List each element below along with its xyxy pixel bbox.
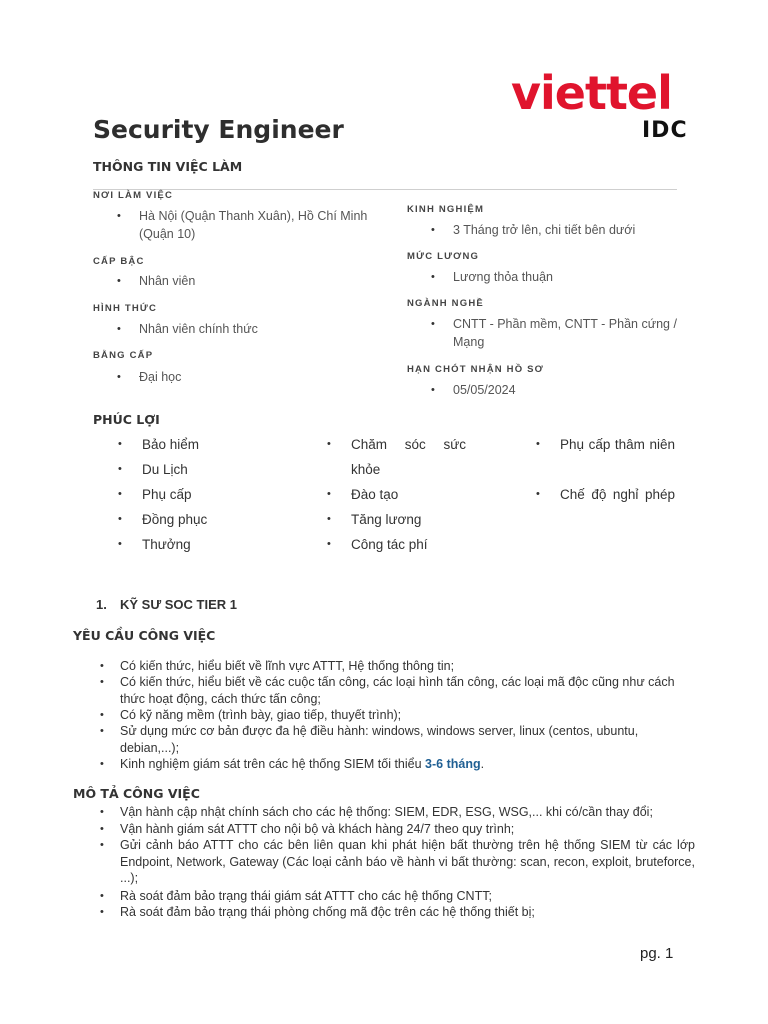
benefit-item: • Đồng phục <box>142 507 207 532</box>
requirement-item-siem <box>120 756 695 773</box>
benefit-item: • Chăm sóc sức khỏe <box>351 432 466 482</box>
value-workplace: • Hà Nội (Quận Thanh Xuân), Hồ Chí Minh (Quận 10) <box>139 207 379 243</box>
requirement-item: • Có kiến thức, hiểu biết về các cuộc tấn công, các loại hình tấn công, các loại mã độc cũng như cách thức hoạt động, cách thức tấn công; <box>120 674 695 707</box>
label-industry: NGÀNH NGHỀ <box>407 298 484 309</box>
label-level: CẤP BẬC <box>93 256 145 267</box>
benefit-item: • Du Lịch <box>142 457 188 482</box>
benefit-item: • Thưởng <box>142 532 191 557</box>
label-experience: KINH NGHIỆM <box>407 204 485 215</box>
highlight-duration: 3-6 tháng <box>425 757 481 771</box>
requirements-heading: YÊU CẦU CÔNG VIỆC <box>73 628 216 643</box>
benefit-item: • Đào tạo <box>351 482 398 507</box>
description-item: • Rà soát đảm bảo trạng thái giám sát ATTT cho các hệ thống CNTT; <box>120 888 695 905</box>
requirement-item: • Sử dụng mức cơ bản được đa hệ điều hành: windows, windows server, linux (centos, ubuntu, debian,...); <box>120 723 695 756</box>
description-item: • Vận hành cập nhật chính sách cho các hệ thống: SIEM, EDR, ESG, WSG,... khi có/cần thay đổi; <box>120 804 695 821</box>
idc-logo-text: IDC <box>642 118 688 143</box>
requirement-suffix: . <box>480 757 485 771</box>
divider <box>93 189 677 190</box>
page-number: pg. 1 <box>640 945 674 962</box>
benefit-item: • Công tác phí <box>351 532 428 557</box>
value-employment-type: • Nhân viên chính thức <box>139 320 258 338</box>
value-degree: • Đại học <box>139 368 181 386</box>
requirement-item: • Có kỹ năng mềm (trình bày, giao tiếp, thuyết trình); <box>120 707 695 724</box>
benefit-item: • Chế độ nghỉ phép <box>560 482 675 507</box>
label-salary: MỨC LƯƠNG <box>407 251 480 262</box>
section-title: KỸ SƯ SOC TIER 1 <box>120 597 237 612</box>
description-item: • Rà soát đảm bảo trạng thái phòng chống mã độc trên các hệ thống thiết bị; <box>120 904 695 921</box>
description-item: • Gửi cảnh báo ATTT cho các bên liên quan khi phát hiện bất thường trên hệ thống SIEM từ các lớp Endpoint, Network, Gateway (Các loại cảnh báo về hành vi bất thường: scan, recon, exploit, bruteforce, ...); <box>120 837 695 887</box>
label-workplace: NƠI LÀM VIỆC <box>93 190 174 201</box>
value-level: • Nhân viên <box>139 272 195 290</box>
description-heading: MÔ TẢ CÔNG VIỆC <box>73 786 200 801</box>
value-experience: • 3 Tháng trở lên, chi tiết bên dưới <box>453 221 635 239</box>
value-deadline: • 05/05/2024 <box>453 381 516 399</box>
label-degree: BẰNG CẤP <box>93 350 154 361</box>
label-deadline: HẠN CHÓT NHẬN HỒ SƠ <box>407 364 544 375</box>
section-number: 1. <box>96 597 107 612</box>
benefit-item: • Bảo hiểm <box>142 432 199 457</box>
requirement-text: Kinh nghiệm giám sát trên các hệ thống SIEM tối thiểu <box>120 757 426 771</box>
page-title: Security Engineer <box>93 115 344 144</box>
value-salary: • Lương thỏa thuận <box>453 268 553 286</box>
benefit-item: • Tăng lương <box>351 507 421 532</box>
benefit-item: • Phụ cấp thâm niên <box>560 432 675 457</box>
description-item: • Vận hành giám sát ATTT cho nội bộ và khách hàng 24/7 theo quy trình; <box>120 821 695 838</box>
requirement-item: • Có kiến thức, hiểu biết về lĩnh vực ATTT, Hệ thống thông tin; <box>120 658 695 675</box>
job-info-heading: THÔNG TIN VIỆC LÀM <box>93 159 243 174</box>
viettel-logo: viettel <box>511 66 672 120</box>
label-employment-type: HÌNH THỨC <box>93 303 158 314</box>
benefit-item: • Phụ cấp <box>142 482 192 507</box>
value-industry: • CNTT - Phần mềm, CNTT - Phần cứng / Mạng <box>453 315 681 351</box>
benefits-heading: PHÚC LỢI <box>93 412 160 427</box>
